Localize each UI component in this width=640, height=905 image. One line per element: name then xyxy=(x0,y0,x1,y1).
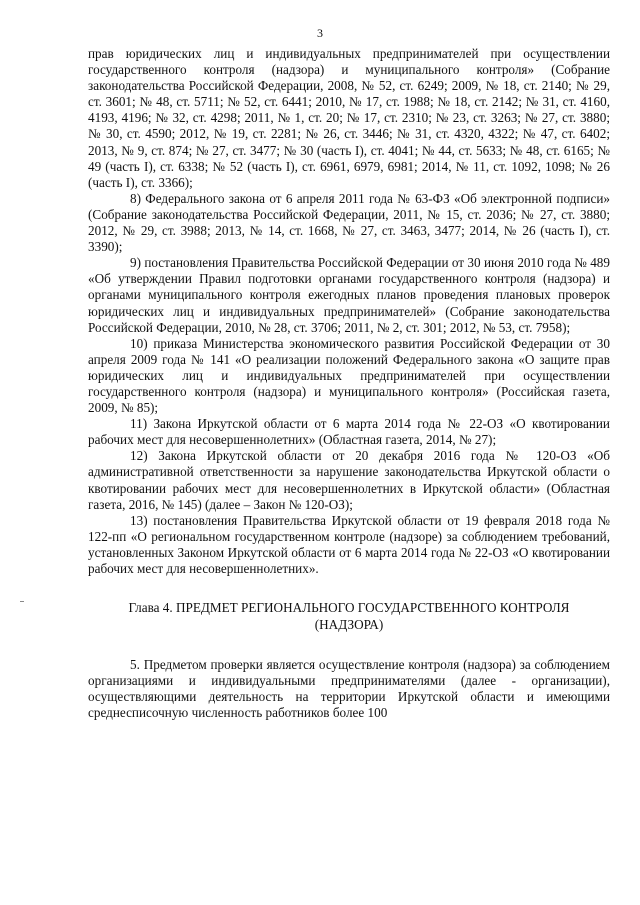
list-item-9: 9) постановления Правительства Российской Федерации от 30 июня 2010 года № 489 «Об утверждении Правил подготовки органами государственного контроля (надзора) и органами муниципального контроля ежегодных планов проведения плановых проверок юридических лиц и индивидуальных предпринимателей» (Собрание законодательства Российской Федерации, 2010, № 28, ст. 3706; 2011, № 2, ст. 301; 2012, № 53, ст. 7958); xyxy=(88,255,610,335)
list-item-12: 12) Закона Иркутской области от 20 декабря 2016 года № 120-ОЗ «Об административной ответственности за нарушение законодательства Иркутской области о квотировании рабочих мест для несовершеннолетних в Иркутской области» (Областная газета, 2016, № 145) (далее – Закон № 120-ОЗ); xyxy=(88,448,610,512)
chapter-heading-line-1: Глава 4. ПРЕДМЕТ РЕГИОНАЛЬНОГО ГОСУДАРСТВЕННОГО КОНТРОЛЯ xyxy=(128,600,570,616)
paragraph-continuation: прав юридических лиц и индивидуальных предпринимателей при осуществлении государственного контроля (надзора) и муниципального контроля» (Собрание законодательства Российской Федерации, 2008, № 52, ст. 6249; 2009, № 18, ст. 2140; № 29, ст. 3601; № 48, ст. 5711; № 52, ст. 6441; 2010, № 17, ст. 1988; № 18, ст. 2142; № 31, ст. 4160, 4193, 4196; № 32, ст. 4298; 2011, № 1, ст. 20; № 17, ст. 2310; № 23, ст. 3263; № 27, ст. 3880; № 30, ст. 4590; 2012, № 19, ст. 2281; № 26, ст. 3446; № 31, ст. 4320, 4322; № 47, ст. 6402; 2013, № 9, ст. 874; № 27, ст. 3477; № 30 (часть I), ст. 4041; № 44, ст. 5633; № 48, ст. 6165; № 49 (часть I), ст. 6338; № 52 (часть I), ст. 6961, 6979, 6981; 2014, № 11, ст. 1092, 1098; № 26 (часть I), ст. 3366); xyxy=(88,46,610,190)
list-item-13: 13) постановления Правительства Иркутской области от 19 февраля 2018 года № 122-пп «О региональном государственном контроле (надзоре) за соблюдением требований, установленных Законом Иркутской области от 6 марта 2014 года № 22-ОЗ «О квотировании рабочих мест для несовершеннолетних». xyxy=(88,512,610,576)
page-number: 3 xyxy=(317,26,323,40)
chapter-heading xyxy=(88,599,610,633)
chapter-heading-line-2: (НАДЗОРА) xyxy=(314,617,384,633)
document-body xyxy=(88,46,610,721)
list-item-10: 10) приказа Министерства экономического развития Российской Федерации от 30 апреля 2009 года № 141 «О реализации положений Федерального закона «О защите прав юридических лиц и индивидуальных предпринимателей при осуществлении государственного контроля (надзора) и муниципального контроля» (Российская газета, 2009, № 85); xyxy=(88,335,610,416)
clause-5: 5. Предметом проверки является осуществление контроля (надзора) за соблюдением организациями и индивидуальными предпринимателями (далее - организации), осуществляющими деятельность на территории Иркутской области и имеющими среднесписочную численность работников более 100 xyxy=(88,657,610,721)
list-item-11: 11) Закона Иркутской области от 6 марта 2014 года № 22-ОЗ «О квотировании рабочих мест для несовершеннолетних» (Областная газета, 2014, № 27); xyxy=(88,416,610,448)
margin-mark xyxy=(20,601,24,602)
list-item-8: 8) Федерального закона от 6 апреля 2011 года № 63-ФЗ «Об электронной подписи» (Собрание законодательства Российской Федерации, 2011, № 15, ст. 2036; № 27, ст. 3880; 2012, № 29, ст. 3988; 2013, № 14, ст. 1668, № 27, ст. 3463, 3477; 2014, № 26 (часть I), ст. 3390); xyxy=(88,190,610,255)
